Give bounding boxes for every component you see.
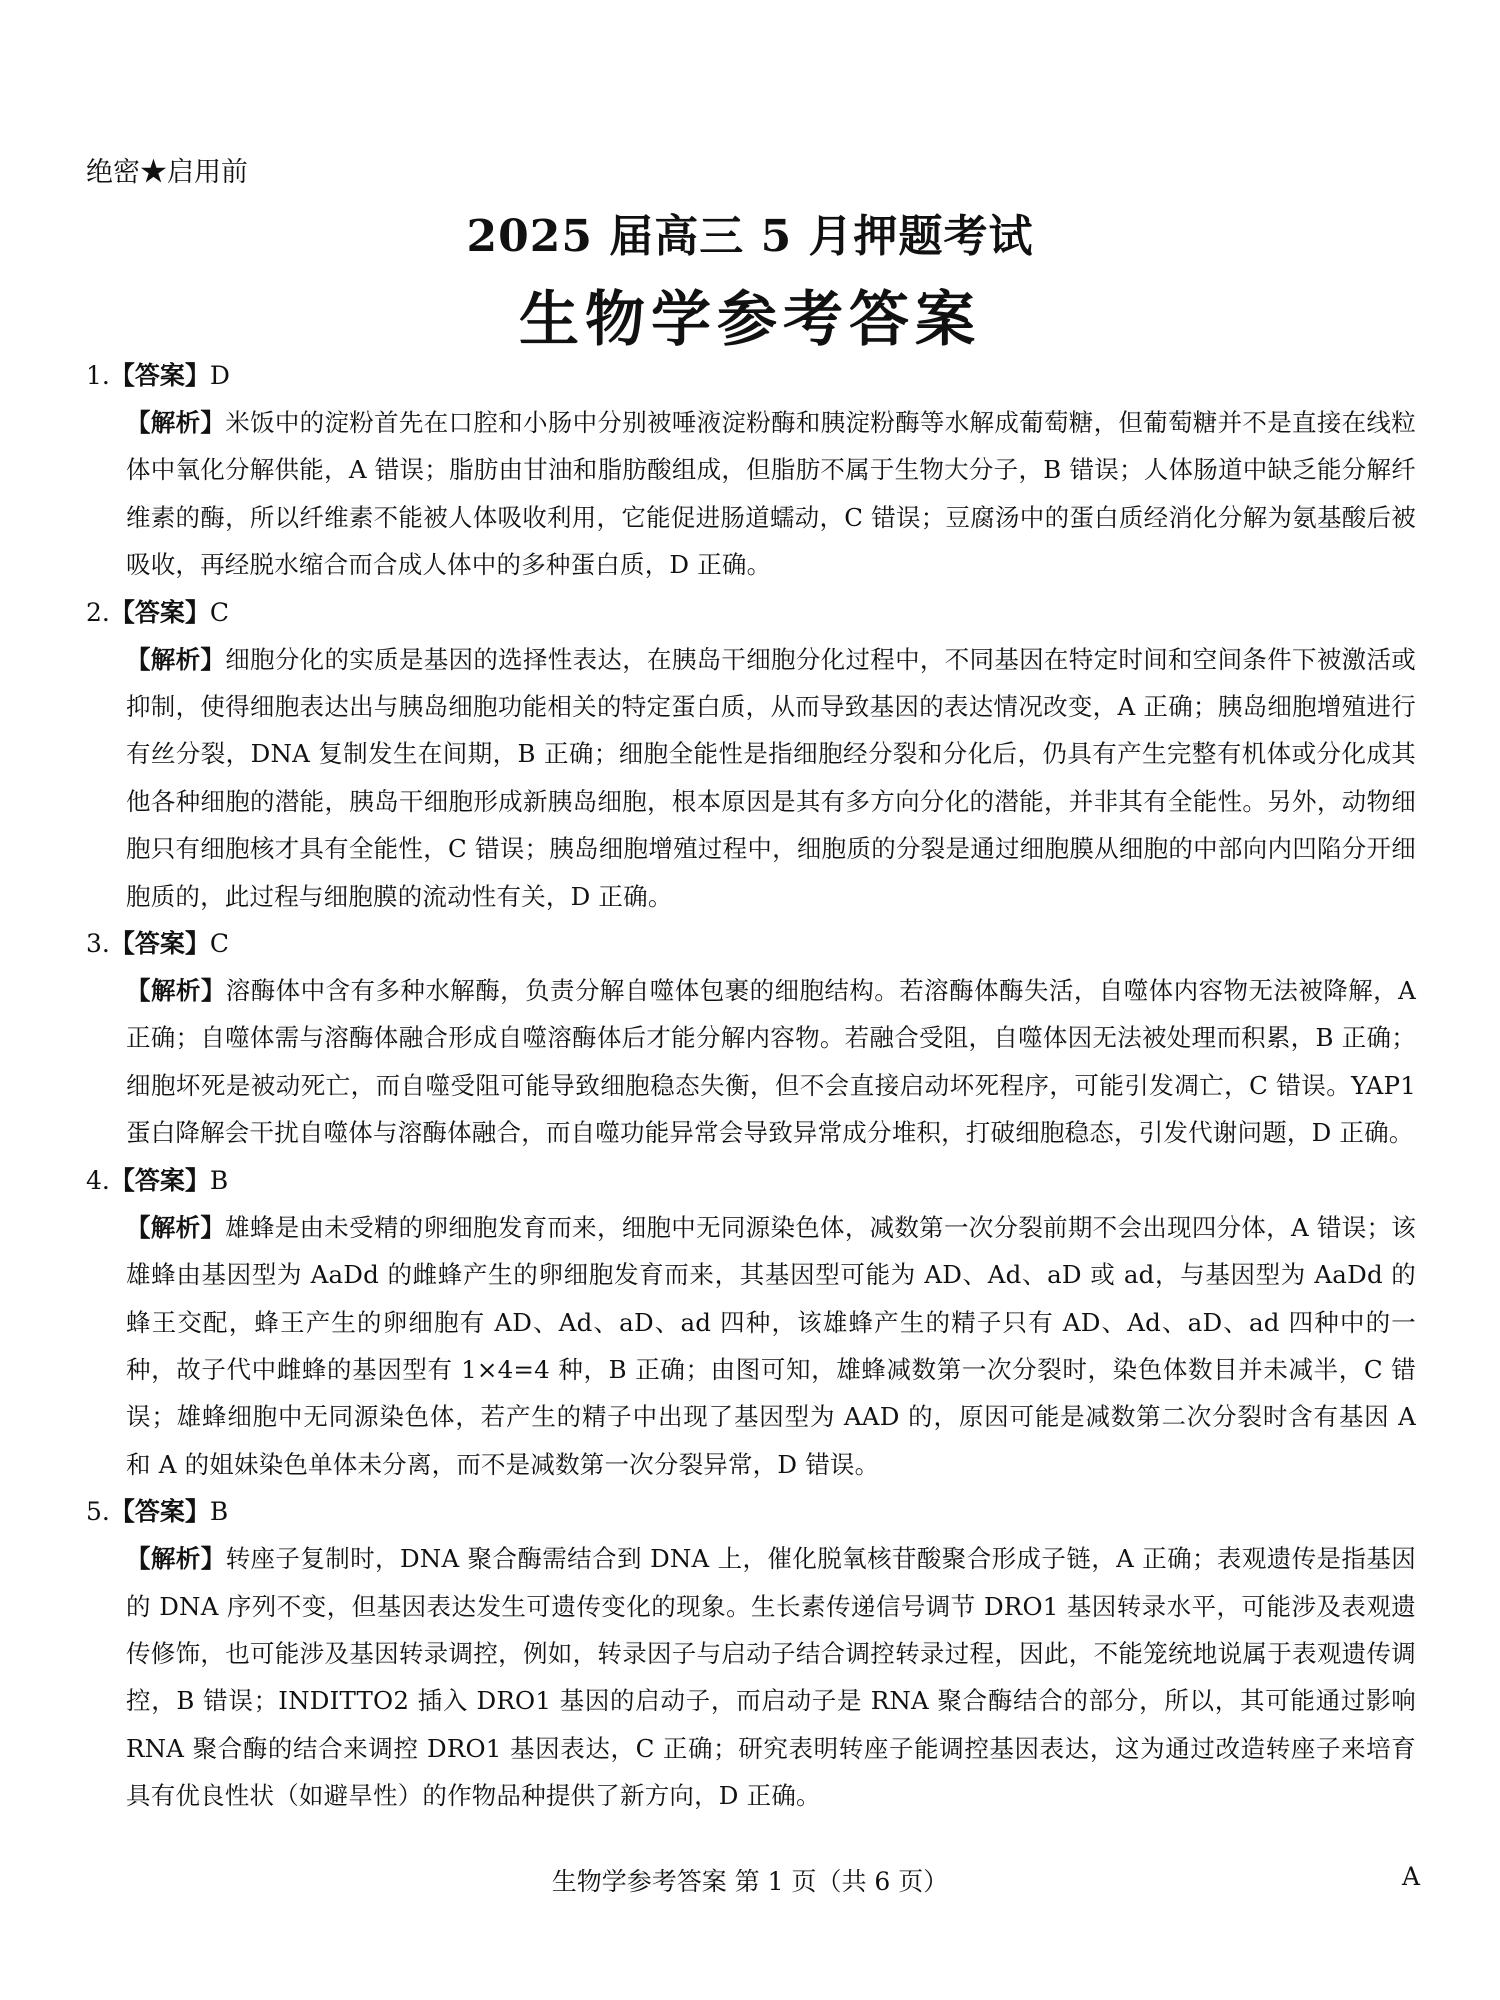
analysis-label: 【解析】 xyxy=(126,1212,226,1242)
analysis-text: 细胞分化的实质是基因的选择性表达，在胰岛干细胞分化过程中，不同基因在特定时间和空间条件下被激活或抑制，使得细胞表达出与胰岛细胞功能相关的特定蛋白质，从而导致基因的表达情况改变，A 正确；胰岛细胞增殖进行有丝分裂，DNA 复制发生在间期，B 正确；细胞全能性是指细胞经分裂和分化后，仍具有产生完整有机体或分化成其他各种细胞的潜能，胰岛干细胞形成新胰岛细胞，根本原因是其有多方向分化的潜能，并非其有全能性。另外，动物细胞只有细胞核才具有全能性，C 错误；胰岛细胞增殖过程中，细胞质的分裂是通过细胞膜从细胞的中部向内凹陷分开细胞质的，此过程与细胞膜的流动性有关，D 正确。 xyxy=(126,644,1416,911)
analysis-paragraph xyxy=(86,967,1416,1157)
analysis-paragraph xyxy=(86,399,1416,589)
answer-line xyxy=(86,352,1416,399)
question-number: 3. xyxy=(86,929,110,959)
answer-line xyxy=(86,1157,1416,1204)
answer-line xyxy=(86,920,1416,967)
answer-value: C xyxy=(209,929,230,959)
analysis-label: 【解析】 xyxy=(126,1544,226,1574)
answer-label: 【答案】 xyxy=(109,361,210,390)
analysis-text: 米饭中的淀粉首先在口腔和小肠中分别被唾液淀粉酶和胰淀粉酶等水解成葡萄糖，但葡萄糖并不是直接在线粒体中氧化分解供能，A 错误；脂肪由甘油和脂肪酸组成，但脂肪不属于生物大分子，B 错误；人体肠道中缺乏能分解纤维素的酶，所以纤维素不能被人体吸收利用，它能促进肠道蠕动，C 错误；豆腐汤中的蛋白质经消化分解为氨基酸后被吸收，再经脱水缩合而合成人体中的多种蛋白质，D 正确。 xyxy=(126,408,1416,580)
answer-label: 【答案】 xyxy=(109,929,210,959)
answer-value: C xyxy=(209,597,230,627)
analysis-paragraph xyxy=(86,1535,1416,1819)
question-block xyxy=(86,1157,1416,1488)
answer-label: 【答案】 xyxy=(109,597,210,627)
question-block xyxy=(86,1488,1416,1819)
doc-title: 生物学参考答案 xyxy=(519,285,981,355)
analysis-text: 雄蜂是由未受精的卵细胞发育而来，细胞中无同源染色体，减数第一次分裂前期不会出现四分体，A 错误；该雄蜂由基因型为 AaDd 的雌蜂产生的卵细胞发育而来，其基因型可能为 AD、Ad、aD 或 ad，与基因型为 AaDd 的蜂王交配，蜂王产生的卵细胞有 AD、Ad、aD、ad 四种，该雄蜂产生的精子只有 AD、Ad、aD、ad 四种中的一种，故子代中雌蜂的基因型有 1×4=4 种，B 正确；由图可知，雄蜂减数第一次分裂时，染色体数目并未减半，C 错误；雄蜂细胞中无同源染色体，若产生的精子中出现了基因型为 AAD 的，原因可能是减数第二次分裂时含有基因 A 和 A 的姐妹染色单体未分离，而不是减数第一次分裂异常，D 错误。 xyxy=(126,1212,1416,1479)
analysis-text: 溶酶体中含有多种水解酶，负责分解自噬体包裹的细胞结构。若溶酶体酶失活，自噬体内容物无法被降解，A 正确；自噬体需与溶酶体融合形成自噬溶酶体后才能分解内容物。若融合受阻，自噬体因无法被处理而积累，B 正确；细胞坏死是被动死亡，而自噬受阻可能导致细胞稳态失衡，但不会直接启动坏死程序，可能引发凋亡，C 错误。YAP1 蛋白降解会干扰自噬体与溶酶体融合，而自噬功能异常会导致异常成分堆积，打破细胞稳态，引发代谢问题，D 正确。 xyxy=(126,976,1416,1148)
analysis-label: 【解析】 xyxy=(126,976,226,1006)
analysis-paragraph xyxy=(86,1204,1416,1488)
analysis-paragraph xyxy=(86,636,1416,920)
question-block xyxy=(86,920,1416,1157)
answer-label: 【答案】 xyxy=(109,1165,210,1195)
answer-value: B xyxy=(209,1165,229,1195)
answer-list xyxy=(86,352,1416,1820)
answer-line xyxy=(86,589,1416,636)
exam-title: 2025 届高三 5 月押题考试 xyxy=(466,211,1034,262)
page-footer: 生物学参考答案 第 1 页（共 6 页） xyxy=(551,1867,949,1896)
question-number: 1. xyxy=(86,361,110,390)
secret-label: 绝密★启用前 xyxy=(86,157,248,188)
analysis-label: 【解析】 xyxy=(126,408,226,437)
question-number: 5. xyxy=(86,1497,110,1527)
version-mark: A xyxy=(1401,1862,1420,1891)
question-block xyxy=(86,352,1416,589)
analysis-text: 转座子复制时，DNA 聚合酶需结合到 DNA 上，催化脱氧核苷酸聚合形成子链，A 正确；表观遗传是指基因的 DNA 序列不变，但基因表达发生可遗传变化的现象。生长素传递信号调节 DRO1 基因转录水平，可能涉及表观遗传修饰，也可能涉及基因转录调控，例如，转录因子与启动子结合调控转录过程，因此，不能笼统地说属于表观遗传调控，B 错误；INDITTO2 插入 DRO1 基因的启动子，而启动子是 RNA 聚合酶结合的部分，所以，其可能通过影响 RNA 聚合酶的结合来调控 DRO1 基因表达，C 正确；研究表明转座子能调控基因表达，这为通过改造转座子来培育具有优良性状（如避旱性）的作物品种提供了新方向，D 正确。 xyxy=(126,1544,1416,1811)
question-block xyxy=(86,589,1416,920)
question-number: 2. xyxy=(86,597,110,627)
answer-value: D xyxy=(209,361,230,390)
answer-line xyxy=(86,1488,1416,1535)
answer-value: B xyxy=(209,1497,229,1527)
question-number: 4. xyxy=(86,1165,110,1195)
answer-label: 【答案】 xyxy=(109,1497,210,1527)
analysis-label: 【解析】 xyxy=(126,644,226,674)
